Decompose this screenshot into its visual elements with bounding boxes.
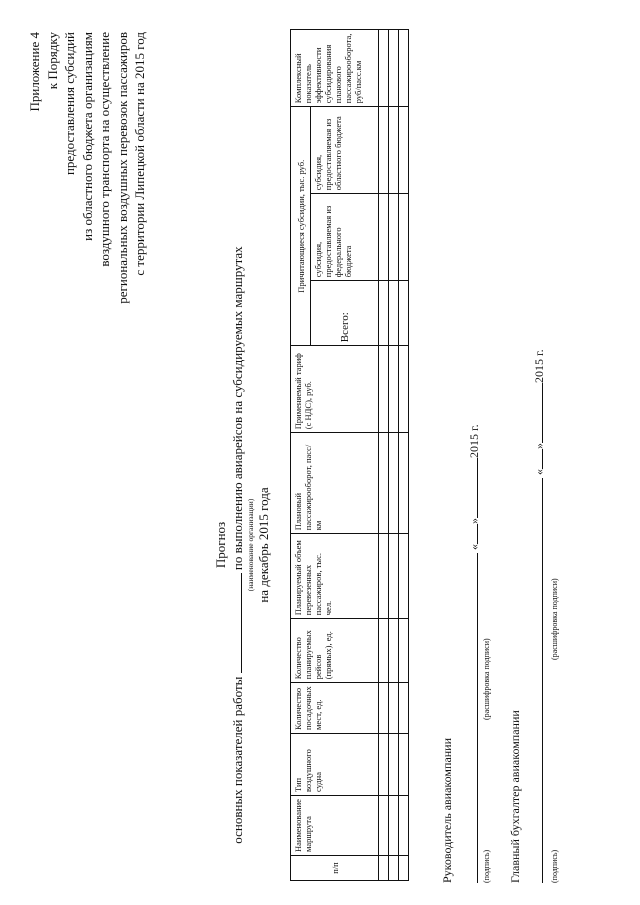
table-cell: [399, 107, 409, 194]
document-title: [212, 185, 272, 905]
table-cell: [379, 856, 389, 881]
header-regional-subsidy: субсидия, предоставляемая из областного бюджета: [311, 107, 379, 194]
table-cell: [389, 281, 399, 346]
table-cell: [389, 734, 399, 796]
table-cell: [389, 534, 399, 619]
date-open-quote: «: [532, 469, 546, 475]
title-line-1: Прогноз: [213, 521, 228, 569]
appendix-line: из областного бюджета организациям: [79, 32, 95, 241]
day-field: [465, 524, 478, 544]
appendix-line: к Порядку: [44, 32, 60, 90]
head-signature-line: [465, 424, 482, 883]
organization-blank: [229, 573, 242, 673]
month-field: [465, 458, 478, 518]
date-close-quote: »: [532, 443, 546, 449]
table-cell: [389, 619, 399, 683]
chief-sign-note: (подпись): [550, 849, 559, 883]
table-cell: [379, 534, 389, 619]
table-cell: [379, 281, 389, 346]
header-aircraft: Тип воздушного судна: [291, 734, 379, 796]
table-cell: [379, 30, 389, 107]
chief-signature-line: [530, 349, 547, 883]
table-cell: [399, 619, 409, 683]
title-after-blank: по выполнению авиарейсов на субсидируемых маршрутах: [230, 246, 245, 571]
header-flights: Количество планируемых рейсов (прямых), ед.: [291, 619, 379, 683]
table-cell: [379, 194, 389, 281]
header-subsidy-group: Причитающиеся субсидии, тыс. руб.: [291, 107, 311, 346]
appendix-line: с территории Липецкой области на 2015 год: [132, 32, 147, 276]
appendix-line: воздушного транспорта на осуществление: [97, 32, 112, 267]
table-cell: [379, 433, 389, 534]
header-turnover: Плановый пассажирооборот, пасс/км: [291, 433, 379, 534]
table-cell: [389, 107, 399, 194]
year-text: 2015 г.: [532, 349, 546, 383]
appendix-line: региональных воздушных перевозок пассажиров: [114, 32, 130, 304]
table-cell: [399, 534, 409, 619]
table-cell: [379, 796, 389, 856]
table-row: [399, 30, 409, 881]
table-cell: [399, 856, 409, 881]
chief-signature-title: Главный бухгалтер авиакомпании: [508, 710, 522, 883]
head-signature-title: Руководитель авиакомпании: [440, 737, 454, 883]
table-cell: [389, 194, 399, 281]
table-cell: [399, 281, 409, 346]
chief-decode-note: (расшифровка подписи): [550, 578, 559, 660]
header-num: п/п: [291, 856, 379, 881]
forecast-table: [290, 29, 409, 881]
date-open-quote: «: [467, 544, 481, 550]
header-seats: Количество посадочных мест, ед.: [291, 683, 379, 734]
head-sign-note: (подпись): [482, 849, 491, 883]
title-line-2: [229, 185, 246, 905]
title-line-3: на декабрь 2015 года: [256, 487, 271, 603]
table-cell: [389, 346, 399, 433]
table-cell: [379, 346, 389, 433]
table-cell: [389, 796, 399, 856]
table-row: [389, 30, 399, 881]
appendix-header: [26, 32, 149, 304]
table-cell: [379, 734, 389, 796]
table-cell: [389, 30, 399, 107]
year-text: 2015 г.: [467, 424, 481, 458]
appendix-line: Приложение 4: [27, 32, 42, 112]
table-cell: [389, 683, 399, 734]
header-total: Всего:: [311, 281, 379, 346]
header-federal-subsidy: субсидия, предоставляемая из федерального бюджета: [311, 194, 379, 281]
table-cell: [379, 107, 389, 194]
table-cell: [389, 433, 399, 534]
day-field: [530, 449, 543, 469]
table-header-row: [291, 30, 311, 881]
header-tariff: Применяемый тариф (с НДС), руб.: [291, 346, 379, 433]
header-route: Наименование маршрута: [291, 796, 379, 856]
table-cell: [399, 734, 409, 796]
table-cell: [399, 683, 409, 734]
head-signature-field: [465, 553, 478, 883]
table-row: [379, 30, 389, 881]
organization-note: (наименование организации): [246, 498, 255, 592]
table-cell: [379, 683, 389, 734]
table-cell: [379, 619, 389, 683]
date-close-quote: »: [467, 518, 481, 524]
title-before-blank: основных показателей работы: [230, 676, 245, 844]
table-cell: [399, 433, 409, 534]
chief-signature-field: [530, 478, 543, 883]
table-cell: [389, 856, 399, 881]
table-cell: [399, 194, 409, 281]
table-cell: [399, 30, 409, 107]
table-cell: [399, 346, 409, 433]
header-passengers: Планируемый объем перевезенных пассажиров, тыс. чел.: [291, 534, 379, 619]
header-efficiency-index: Комплексный показатель эффективности субсидирования планового пассажирооборота, руб/пасс.км: [291, 30, 379, 107]
head-decode-note: (расшифровка подписи): [482, 638, 491, 720]
month-field: [530, 383, 543, 443]
appendix-line: предоставления субсидий: [62, 32, 77, 176]
table-cell: [399, 796, 409, 856]
